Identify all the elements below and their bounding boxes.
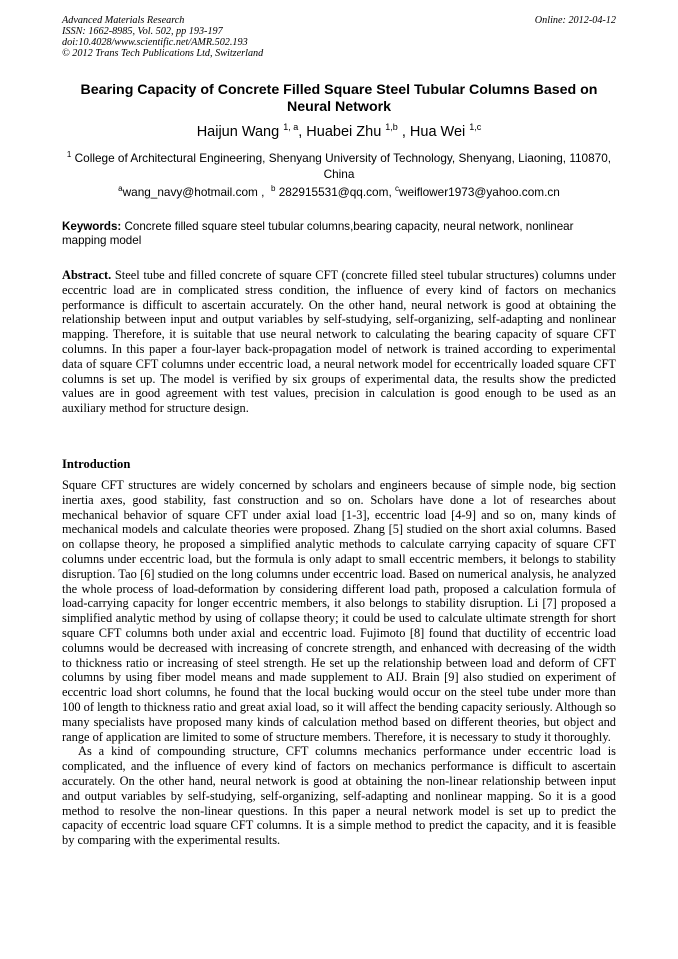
abstract-text: Steel tube and filled concrete of square CFT (concrete filled steel tubular structures) columns under eccentric load are in complicated stress condition, the influence of every kind of factors on mechanics performance is difficult to ascertain accurately. On the other hand, neural network is good at obtaining the relationship between input and output variables by self-studying, self-organizing, self-adapting and nonlinear mapping. Therefore, it is suitable that use neural network to calculating the bearing capacity of square CFT columns. In this paper a four-layer back-propagation model of network is trained according to experimental data of square CFT columns under eccentric load, a neural network model for eccentrically loaded square CFT columns is set up. The model is verified by six groups of experimental data, the results show the predicted values are in good agreement with test values, precision in calculation is good enough to be used as an auxiliary method for structure design. — [62, 268, 616, 416]
affiliation — [62, 150, 616, 182]
email-mark: b — [270, 184, 276, 193]
author-name: Huabei Zhu — [306, 124, 382, 140]
email-address[interactable]: 282915531@qq.com — [278, 185, 389, 199]
email-mark: c — [395, 184, 399, 193]
author-affil-mark: 1, a — [283, 122, 299, 132]
affiliation-mark: 1 — [66, 150, 72, 159]
abstract-label: Abstract. — [62, 268, 112, 282]
keywords-label: Keywords: — [62, 220, 122, 233]
email-line: $^a$wang_navy@hotmail.com , $^b$ 282915531@qq.com, $^c$weiflower1973@yahoo.com.cn — [118, 184, 560, 199]
journal-copyright: © 2012 Trans Tech Publications Ltd, Switzerland — [62, 48, 264, 59]
author-affil-mark: 1,c — [469, 122, 482, 132]
email-address[interactable]: weiflower1973@yahoo.com.cn — [399, 185, 560, 199]
journal-header — [62, 15, 263, 59]
online-date: Online: 2012-04-12 — [534, 15, 616, 26]
paper-title: Bearing Capacity of Concrete Filled Square Steel Tubular Columns Based on Neural Network — [80, 82, 598, 115]
keywords-text: Concrete filled square steel tubular columns,bearing capacity, neural network, nonlinear mapping model — [62, 220, 574, 247]
journal-issn: ISSN: 1662-8985, Vol. 502, pp 193-197 — [62, 26, 223, 37]
abstract — [62, 268, 616, 416]
journal-name: Advanced Materials Research — [62, 15, 185, 26]
affiliation-text: College of Architectural Engineering, Shenyang University of Technology, Shenyang, Liaoning, 110870, China — [74, 151, 612, 181]
author-affil-mark: 1,b — [385, 122, 398, 132]
introduction-body — [62, 478, 616, 848]
email-address[interactable]: wang_navy@hotmail.com — [122, 185, 258, 199]
email-mark: a — [118, 184, 123, 193]
paragraph: As a kind of compounding structure, CFT columns mechanics performance under eccentric load is complicated, and the influence of every kind of factors on mechanics performance is difficult to ascertain accurately. On the other hand, neural network is good at obtaining the non-linear relationship between input and output variables by self-studying, self-organizing, self-adapting and nonlinear mapping. So it is a good method to resolve the non-linear questions. In this paper a neural network model is set up to predict the capacity of eccentric load square CFT columns. It is a simple method to predict the capacity, and it is feasible by comparing with the experimental results. — [62, 744, 616, 848]
author-name: Haijun Wang — [196, 124, 280, 140]
author-line: Haijun Wang $^{1, a}$, Huabei Zhu $^{1,b}$ , Hua Wei $^{1,c}$ — [196, 122, 482, 140]
author-name: Hua Wei — [409, 124, 466, 140]
section-heading-introduction: Introduction — [62, 457, 131, 471]
paragraph: Square CFT structures are widely concerned by scholars and engineers because of simple node, big section inertia axes, good stability, fast construction and so on. Scholars have done a lot of researches about mechanical behavior of square CFT under axial load [1-3], eccentric load [4-9] and so on, many kinds of mechanical models and calculate theories were proposed. Zhang [5] studied on the short axial columns. Based on collapse theory, he proposed a simplified analytic methods to calculate carrying capacity of square CFT columns under eccentric load, but the formula is only adapt to small eccentric members, it belongs to stability disruption. Tao [6] studied on the long columns under eccentric load. Based on numerical analysis, he analyzed the whole process of load-deformation by considering different load path, proposed a calculation formula of load-carrying capacity for longer eccentric members, it also belongs to stability disruption. Li [7] proposed a simplified analytic method by using of collapse theory; it could be used to calculate ultimate strength for short square CFT columns both under axial and eccentric load. Fujimoto [8] found that ductility of eccentric load columns would be decreased with increasing of concrete strength, and enhanced with decreasing of the width to thickness ratio or increasing of steel strength. He set up the relationship between load and deform of CFT columns by using fiber model means and made supplement to AIJ. Brain [9] also studied on experiment of eccentric load short columns, he found that the local bucking would occur on the steel tube under more than 100 of length to thickness ratio and great axial load, so it will affect the bending capacity seriously. Although so many specialists have proposed many kinds of calculation method based on different theories, but object and range of application are limited to some of structure members. Therefore, it is necessary to study it thoroughly. — [62, 478, 617, 744]
keywords — [62, 220, 616, 248]
journal-doi: doi:10.4028/www.scientific.net/AMR.502.193 — [62, 37, 248, 48]
